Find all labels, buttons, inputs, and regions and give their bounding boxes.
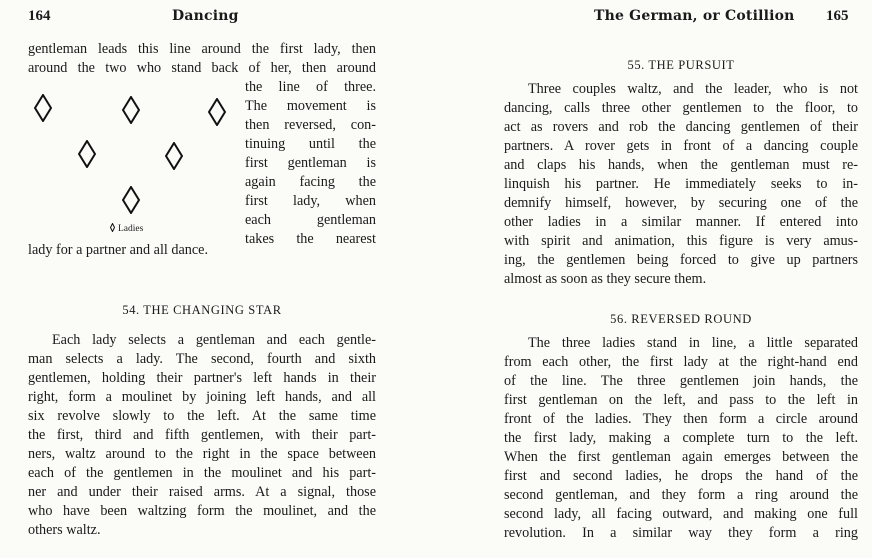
text-line: linquish his partner. He immediately seeks to in- bbox=[504, 176, 858, 192]
section-54-body bbox=[28, 331, 376, 540]
text-line: the first lady, making a complete turn to the left. bbox=[504, 430, 858, 446]
text-line: gentleman leads this line around the first lady, then bbox=[28, 41, 376, 57]
text-line: the first, third and fifth gentlemen, with their part- bbox=[28, 427, 376, 443]
text-line: almost as soon as they secure them. bbox=[504, 271, 707, 287]
text-line: first gentleman is bbox=[245, 155, 376, 171]
text-line: with spirit and animation, this figure is very amus- bbox=[504, 233, 858, 249]
text-line: demnify himself, however, by securing one of the bbox=[504, 195, 858, 211]
text-line: each of the gentlemen in the moulinet and his part- bbox=[28, 465, 376, 481]
section-56-body bbox=[504, 334, 858, 543]
text-line: takes the nearest bbox=[245, 231, 376, 247]
running-head-left: Dancing bbox=[172, 8, 239, 24]
text-line: tinuing until the bbox=[245, 136, 376, 152]
section-55-body bbox=[504, 80, 858, 289]
text-line: of the line. The three gentlemen join hands, the bbox=[504, 373, 858, 389]
text-line: ing, the gentlemen being forced to give up partners bbox=[504, 252, 858, 268]
lady-diamond-icon bbox=[34, 94, 52, 122]
section-heading-54: 54. THE CHANGING STAR bbox=[122, 303, 282, 317]
text-line: partners. A rover gets in front of a dancing couple bbox=[504, 138, 858, 154]
lady-diamond-icon bbox=[78, 140, 96, 168]
text-line: right, form a moulinet by joining left hands, and all bbox=[28, 389, 376, 405]
text-line: act as rovers and rob the dancing gentlemen of their bbox=[504, 119, 858, 135]
section-heading-55: 55. THE PURSUIT bbox=[627, 58, 735, 72]
text-line: Three couples waltz, and the leader, who is not bbox=[528, 81, 858, 97]
ladies-diagram bbox=[28, 80, 242, 240]
text-line: ner and under their raised arms. At a signal, those bbox=[28, 484, 376, 500]
lady-diamond-icon bbox=[165, 142, 183, 170]
page-number-right: 165 bbox=[826, 8, 849, 24]
text-line: and claps his hands, when the gentleman must re- bbox=[504, 157, 858, 173]
text-line: gentlemen, holding their partner's left hands in their bbox=[28, 370, 376, 386]
text-line: front of the ladies. They then form a circle around bbox=[504, 411, 858, 427]
lady-diamond-icon bbox=[208, 98, 226, 126]
text-line: first gentleman on the left, and pass to the left in bbox=[504, 392, 858, 408]
text-line: Each lady selects a gentleman and each gentle- bbox=[52, 332, 376, 348]
legend-label: Ladies bbox=[118, 224, 144, 234]
text-line: man selects a lady. The second, fourth and sixth bbox=[28, 351, 376, 367]
text-line: again facing the bbox=[245, 174, 376, 190]
text-line: six revolve slowly to the left. At the same time bbox=[28, 408, 376, 424]
text-line: others waltz. bbox=[28, 522, 101, 538]
text-line: each gentleman bbox=[245, 212, 376, 228]
section-heading-56: 56. REVERSED ROUND bbox=[610, 312, 752, 326]
text-line: revolution. In a similar way they form a ring bbox=[504, 525, 858, 541]
text-line: second gentleman, and they form a ring around the bbox=[504, 487, 858, 503]
text-line: second lady, all facing outward, and making one full bbox=[504, 506, 858, 522]
text-line: first lady, when bbox=[245, 193, 376, 209]
running-head-right: The German, or Cotillion bbox=[594, 8, 795, 24]
text-line: from each other, the first lady at the right-hand end bbox=[504, 354, 858, 370]
text-line: then reversed, con- bbox=[245, 117, 376, 133]
diagram-legend bbox=[110, 223, 143, 234]
text-line: first and second ladies, he drops the hand of the bbox=[504, 468, 858, 484]
right-page bbox=[436, 0, 872, 558]
text-line: lady for a partner and all dance. bbox=[28, 242, 209, 258]
text-line: other ladies in a similar manner. If entered into bbox=[504, 214, 858, 230]
lady-diamond-icon bbox=[122, 186, 140, 214]
page-number-left: 164 bbox=[28, 8, 51, 24]
intro-paragraph bbox=[28, 40, 376, 78]
text-line: dancing, calls three other gentlemen to the floor, to bbox=[504, 100, 858, 116]
text-line: who have been waltzing form the moulinet, and the bbox=[28, 503, 376, 519]
text-line: around the two who stand back of her, then around bbox=[28, 60, 376, 76]
text-line: The movement is bbox=[245, 98, 376, 114]
closing-line bbox=[28, 241, 376, 260]
text-line: ners, waltz around to the right in the space between bbox=[28, 446, 376, 462]
text-line: When the first gentleman again emerges between the bbox=[504, 449, 858, 465]
text-line: The three ladies stand in line, a little separated bbox=[528, 335, 858, 351]
text-line: the line of three. bbox=[245, 79, 376, 95]
wrap-text bbox=[245, 78, 376, 249]
lady-diamond-icon bbox=[122, 96, 140, 124]
lady-mini-diamond-icon bbox=[110, 223, 115, 232]
